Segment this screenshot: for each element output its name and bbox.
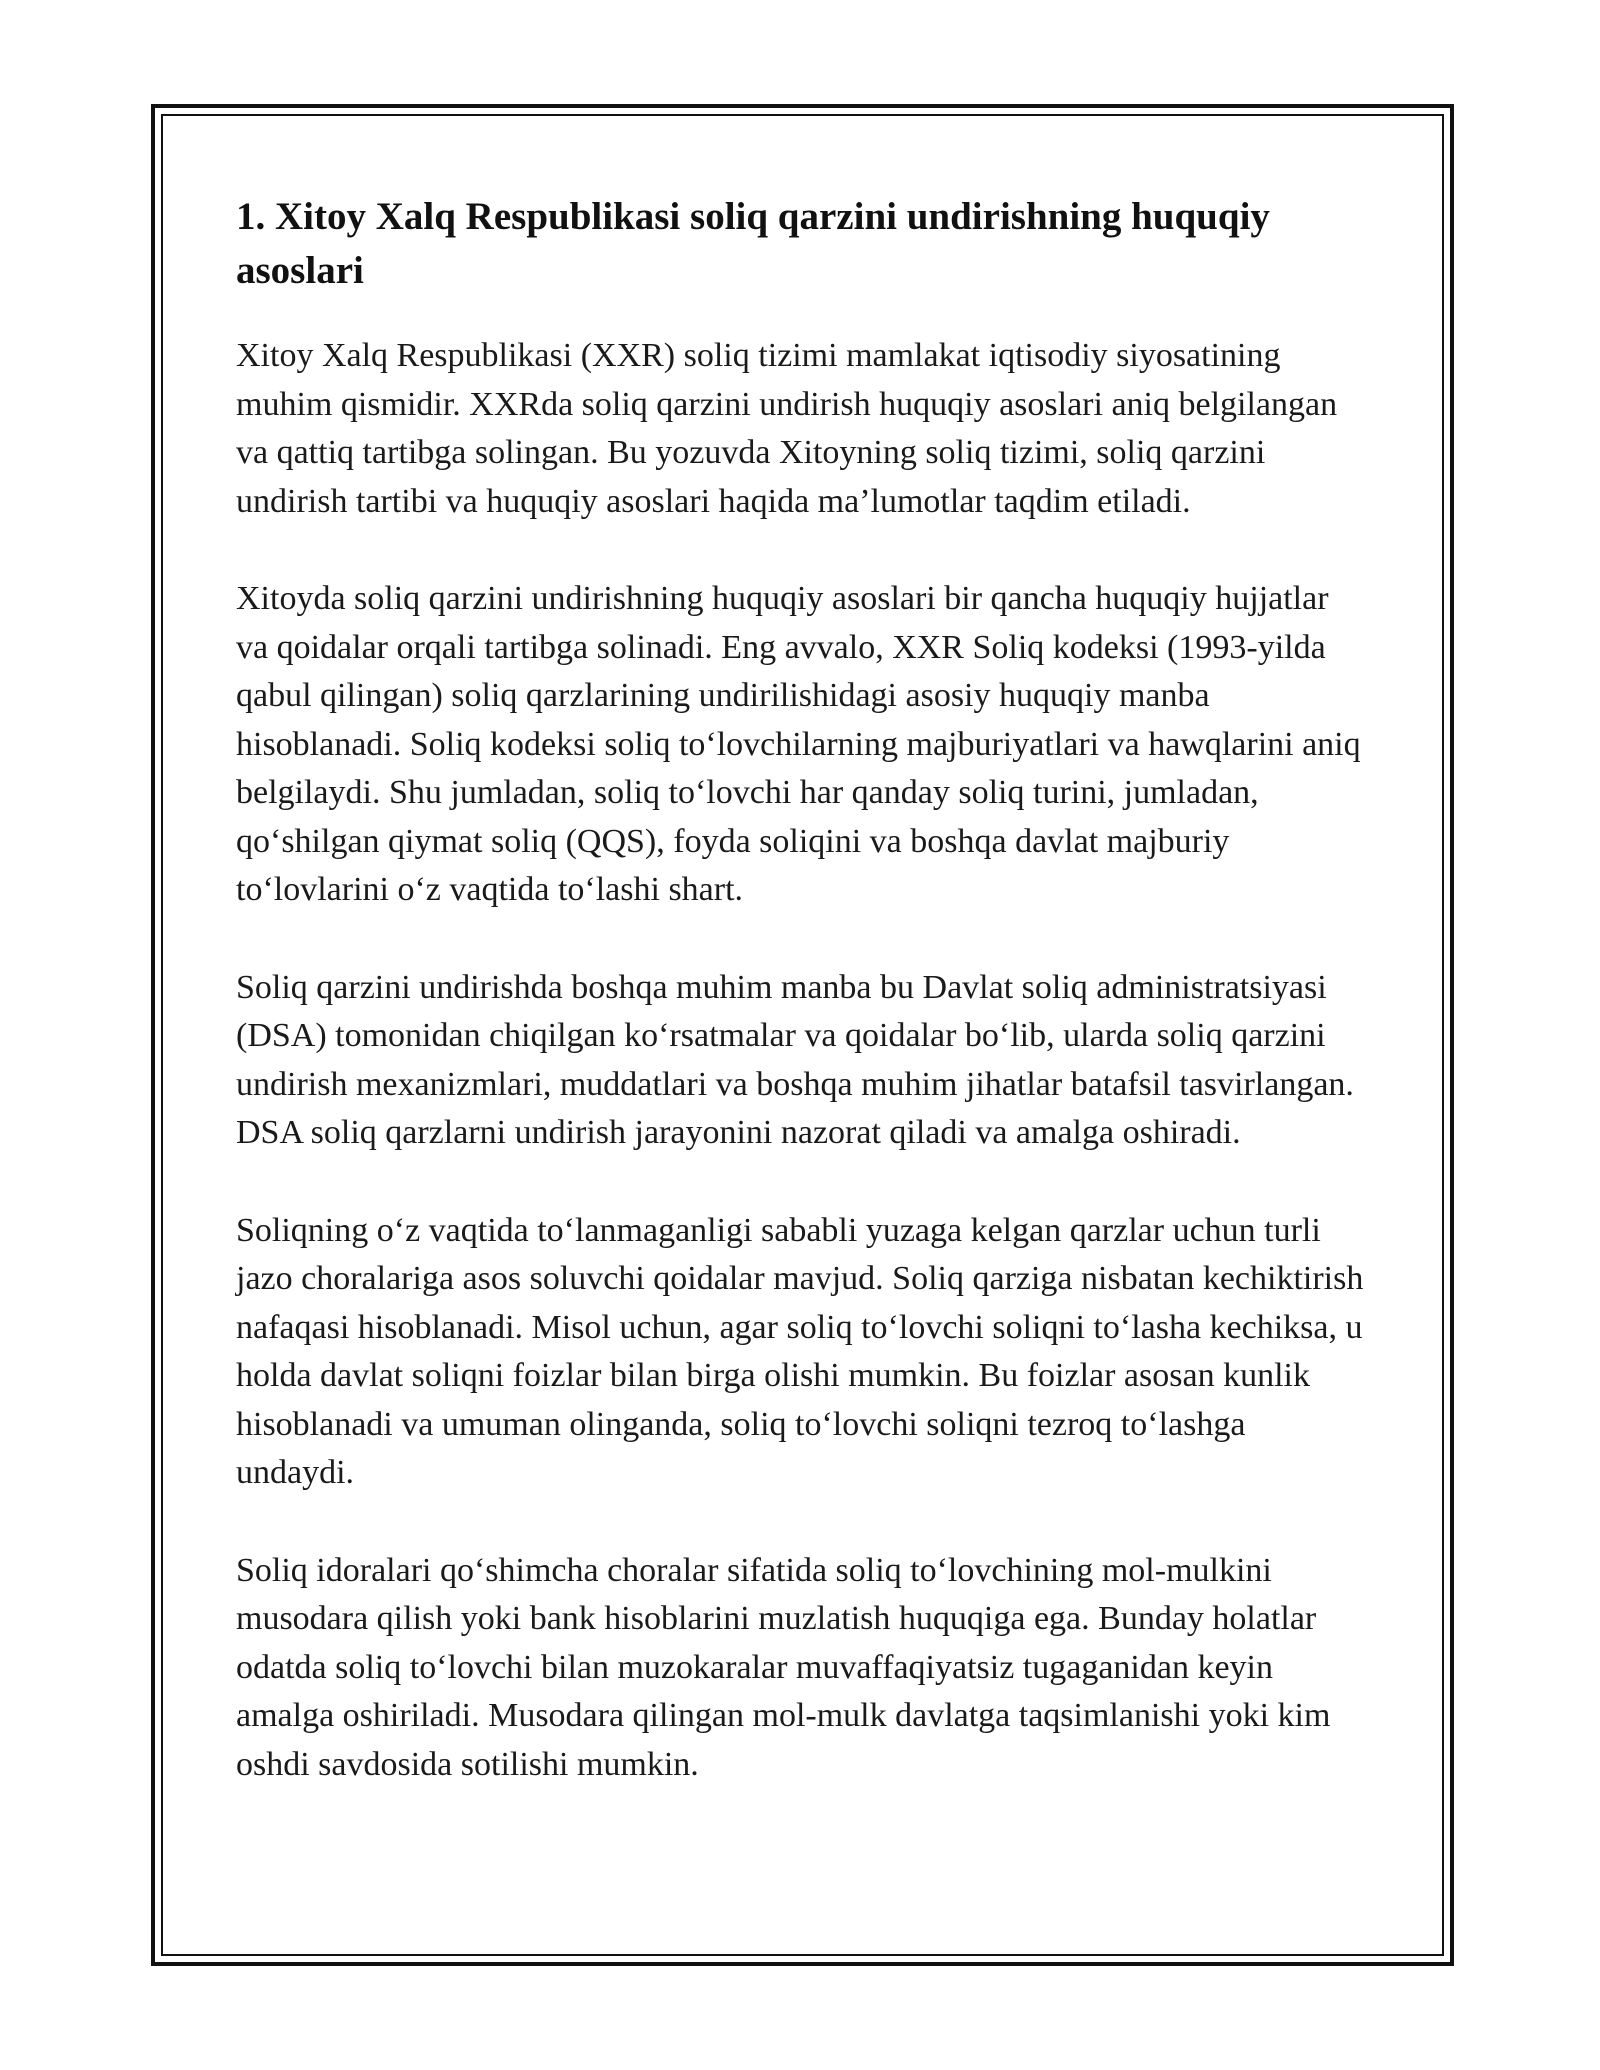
section-title: 1. Xitoy Xalq Respublikasi soliq qarzini undirishning huquqiy asoslari [236,195,1270,292]
paragraph-intro: Xitoy Xalq Respublikasi (XXR) soliq tizimi mamlakat iqtisodiy siyosatining muhim qismidir. XXRda soliq qarzini undirish huquqiy asoslari aniq belgilangan va qattiq tartibga solingan. Bu yozuvda Xitoyning soliq tizimi, soliq qarzini undirish tartibi va huquqiy asoslari haqida ma’lumotlar taqdim etiladi. [236,337,1338,520]
document-body [236,190,1366,1838]
paragraph-dsa: Soliq qarzini undirishda boshqa muhim manba bu Davlat soliq administratsiyasi (DSA) tomonidan chiqilgan ko‘rsatmalar va qoidalar bo‘lib, ularda soliq qarzini undirish mexanizmlari, muddatlari va boshqa muhim jihatlar batafsil tasvirlangan. DSA soliq qarzlarni undirish jarayonini nazorat qiladi va amalga oshiradi. [236,968,1354,1151]
paragraph-penalties: Soliqning o‘z vaqtida to‘lanmaganligi sababli yuzaga kelgan qarzlar uchun turli jazo choralariga asos soluvchi qoidalar mavjud. Soliq qarziga nisbatan kechiktirish nafaqasi hisoblanadi. Misol uchun, agar soliq to‘lovchi soliqni to‘lasha kechiksa, u holda davlat soliqni foizlar bilan birga olishi mumkin. Bu foizlar asosan kunlik hisoblanadi va umuman olinganda, soliq to‘lovchi soliqni tezroq to‘lashga undaydi. [236,1211,1364,1491]
paragraph-legal-sources: Xitoyda soliq qarzini undirishning huquqiy asoslari bir qancha huquqiy hujjatlar va qoidalar orqali tartibga solinadi. Eng avvalo, XXR Soliq kodeksi (1993-yilda qabul qilingan) soliq qarzlarining undirilishidagi asosiy huquqiy manba hisoblanadi. Soliq kodeksi soliq to‘lovchilarning majburiyatlari va hawqlarini aniq belgilaydi. Shu jumladan, soliq to‘lovchi har qanday soliq turini, jumladan, qo‘shilgan qiymat soliq (QQS), foyda soliqini va boshqa davlat majburiy to‘lovlarini o‘z vaqtida to‘lashi shart. [236,580,1361,908]
paragraph-confiscation: Soliq idoralari qo‘shimcha choralar sifatida soliq to‘lovchining mol-mulkini musodara qilish yoki bank hisoblarini muzlatish huquqiga ega. Bunday holatlar odatda soliq to‘lovchi bilan muzokaralar muvaffaqiyatsiz tugaganidan keyin amalga oshiriladi. Musodara qilingan mol-mulk davlatga taqsimlanishi yoki kim oshdi savdosida sotilishi mumkin. [236,1551,1331,1783]
